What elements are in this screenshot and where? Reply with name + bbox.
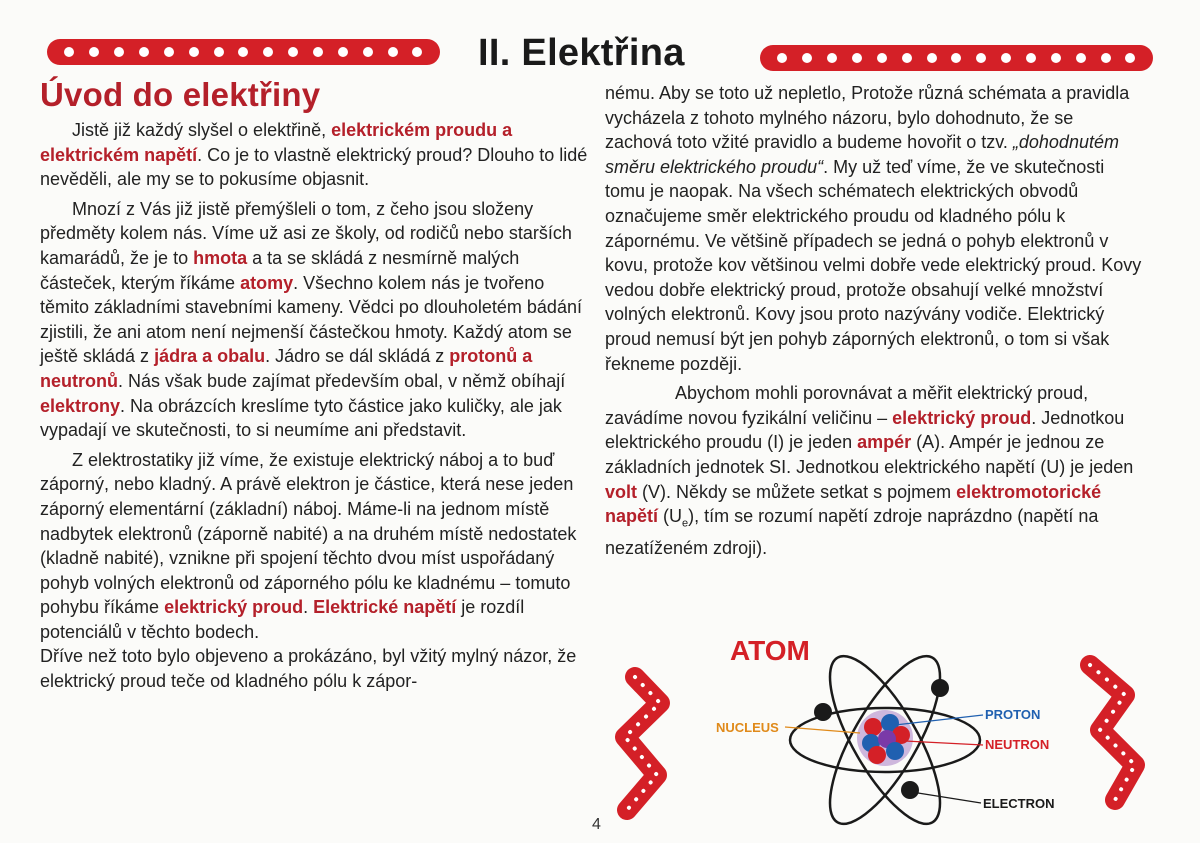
- paragraph: [40, 448, 595, 645]
- text-span: . My už teď víme, že ve skutečnosti tomu je naopak. Na všech schématech elektrických obvodů označujeme směr elektrického proudu od kladného pólu k zápornému. Ve většině případech se jedná o pohyb elektronů v kovu, protože kov většinou velmi dobře vede elektrický proud. Kovy vedou dobře elektrický proud, protože obsahují velké množství volných elektronů. Kovy jsou proto nazývány vodiče. Elektrický proud nemusí být jen pohyb záporných elektronů, o tom si však řekneme později.: [605, 156, 1142, 374]
- text-span: .: [303, 597, 314, 618]
- page-number: 4: [592, 816, 601, 833]
- text-span: ), tím se rozumí napětí zdroje naprázdno (napětí na nezatíženém zdroji).: [605, 506, 1099, 559]
- text-span: Dříve než toto bylo objeveno a prokázáno, byl vžitý mylný názor, že elektrický proud teče od kladného pólu k zápor-: [40, 646, 577, 692]
- header-strip-right: [760, 45, 1153, 71]
- nucleus-label: NUCLEUS: [716, 720, 779, 735]
- strip-dot: [89, 47, 99, 57]
- strip-dot: [1026, 53, 1036, 63]
- highlighted-term: ampér: [857, 432, 912, 453]
- strip-dot: [64, 47, 74, 57]
- strip-dot: [139, 47, 149, 57]
- strip-dot: [114, 47, 124, 57]
- highlighted-term: atomy: [240, 272, 294, 293]
- header-strip-left: [47, 39, 440, 65]
- highlighted-term: hmota: [193, 247, 248, 268]
- text-span: Jistě již každý slyšel o elektřině,: [72, 120, 332, 140]
- strip-dot: [976, 53, 986, 63]
- strip-dot: [1101, 53, 1111, 63]
- left-column: [40, 118, 595, 694]
- strip-dot: [951, 53, 961, 63]
- text-span: (U: [658, 506, 683, 527]
- text-span: . Nás však bude zajímat především obal, v němž obíhají: [118, 370, 566, 391]
- text-span: je rozdíl potenciálů v těchto bodech.: [40, 597, 525, 642]
- text-span: . Na obrázcích kreslíme tyto částice jako kuličky, ale jak vypadají ve skutečnosti, to si neumíme ani představit.: [40, 395, 562, 441]
- strip-dot: [1051, 53, 1061, 63]
- strip-dot: [777, 53, 787, 63]
- strip-dot: [902, 53, 912, 63]
- text-span: (A). Ampér je jednou ze základních jednotek SI. Jednotkou elektrického napětí (U) je jeden: [605, 432, 1134, 477]
- zigzag-decoration-right: [1090, 665, 1135, 800]
- paragraph: [40, 118, 595, 192]
- atom-title: ATOM: [730, 635, 810, 666]
- atom-illustration: [605, 625, 1200, 843]
- strip-dot: [189, 47, 199, 57]
- text-span: . Co je to vlastně elektrický proud? Dlouho to lidé nevěděli, ale my se to pokusíme objasnit.: [40, 144, 588, 190]
- text-span: nému. Aby se toto už nepletlo, Protože různá schémata a pravidla vycházela z tohoto mylného názoru, bylo dohodnuto, že se zachová toto vžité pravidlo a budeme hovořit o tzv.: [605, 83, 1130, 153]
- highlighted-term: jádra a obalu: [154, 346, 266, 367]
- text-span: a ta se skládá z nesmírně malých částeček, kterým říkáme: [40, 247, 520, 293]
- proton-label: PROTON: [985, 707, 1041, 722]
- highlighted-term: elektrickém proudu a elektrickém napětí: [40, 120, 513, 165]
- strip-dot: [1001, 53, 1011, 63]
- paragraph: [40, 197, 595, 443]
- strip-dot: [388, 47, 398, 57]
- atom-figure: [605, 625, 1200, 843]
- neutron-label: NEUTRON: [985, 737, 1050, 752]
- right-column: [605, 81, 1145, 561]
- strip-dot: [1125, 53, 1135, 63]
- highlighted-term: volt: [605, 481, 638, 502]
- zigzag-decoration-left: [625, 677, 660, 810]
- strip-dot: [164, 47, 174, 57]
- text-span: . Jednotkou elektrického proudu (I) je jeden: [605, 407, 1125, 453]
- strip-dot: [412, 47, 422, 57]
- article-title: Úvod do elektřiny: [40, 76, 321, 113]
- highlighted-term: protonů a neutronů: [40, 346, 533, 391]
- text-span: . Jádro se dál skládá z: [265, 346, 450, 367]
- strip-dot: [1076, 53, 1086, 63]
- paragraph: [605, 381, 1145, 561]
- text-span: e: [682, 517, 689, 530]
- text-span: Mnozí z Vás již jistě přemýšleli o tom, z čeho jsou složeny předměty kolem nás. Víme už asi ze školy, od rodičů nebo starších kamarádů, že je to: [40, 198, 572, 268]
- strip-dot: [214, 47, 224, 57]
- text-span: Z elektrostatiky již víme, že existuje elektrický náboj a to buď záporný, nebo kladný. A právě elektron je částice, která nese jeden záporný elementární (základní) náboj. Máme-li na jednom místě nadbytek elektronů (záporně nabité) a na druhém místě nedostatek (kladně nabité), vznikne při spojení těchto dvou míst uspořádaný pohyb volných elektronů od záporného pólu ke kladnému – tomuto pohybu říkáme: [40, 449, 577, 618]
- text-span: . Všechno kolem nás je tvořeno těmito základními stavebními kameny. Vědci po dlouholetém bádání zjistili, že ani atom není nejmenší částečkou hmoty. Každý atom se ještě skládá z: [40, 272, 582, 367]
- strip-dot: [852, 53, 862, 63]
- strip-dot: [263, 47, 273, 57]
- strip-dot: [338, 47, 348, 57]
- paragraph: [40, 644, 595, 693]
- text-span: „dohodnutém směru elektrického proudu“: [605, 132, 1119, 177]
- highlighted-term: elektrický proud: [164, 597, 304, 618]
- strip-dot: [238, 47, 248, 57]
- strip-dot: [802, 53, 812, 63]
- strip-dot: [827, 53, 837, 63]
- text-span: (V). Někdy se můžete setkat s pojmem: [637, 481, 957, 502]
- highlighted-term: elektrický proud: [892, 407, 1032, 428]
- electron-label: ELECTRON: [983, 796, 1055, 811]
- nucleus: [857, 710, 913, 766]
- paragraph: [605, 81, 1145, 376]
- section-title: II. Elektřina: [478, 32, 685, 74]
- highlighted-term: elektromotorické napětí: [605, 481, 1102, 527]
- strip-dot: [363, 47, 373, 57]
- strip-dot: [288, 47, 298, 57]
- text-span: Abychom mohli porovnávat a měřit elektrický proud, zavádíme novou fyzikální veličinu –: [605, 383, 1089, 428]
- highlighted-term: elektrony: [40, 395, 121, 416]
- strip-dot: [877, 53, 887, 63]
- strip-dot: [927, 53, 937, 63]
- strip-dot: [313, 47, 323, 57]
- highlighted-term: Elektrické napětí: [313, 597, 457, 618]
